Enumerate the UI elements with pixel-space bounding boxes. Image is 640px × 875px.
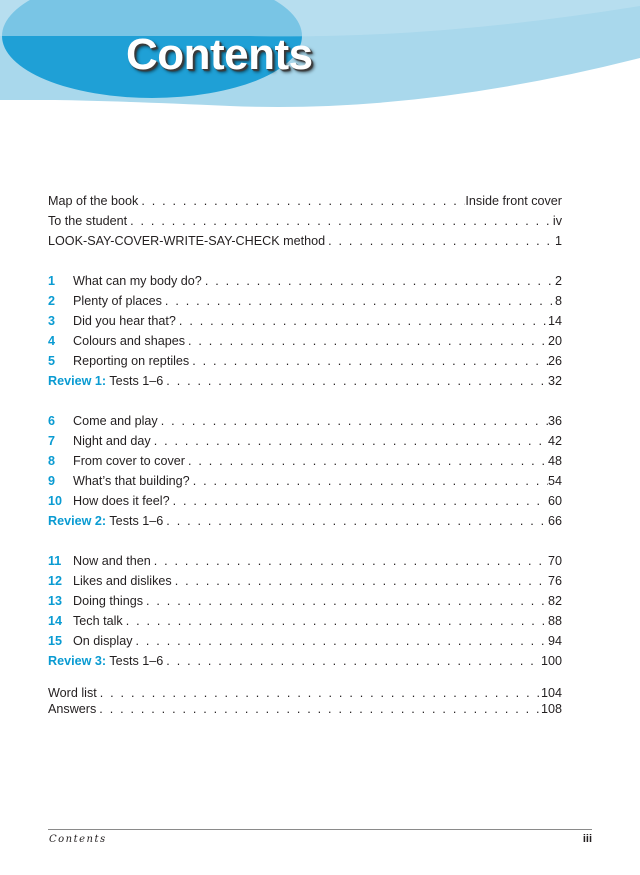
entry-page: 88 [547, 614, 562, 628]
entry-page: 108 [540, 702, 562, 716]
toc-unit-entry[interactable] [48, 334, 562, 354]
toc-unit-entry[interactable] [48, 634, 562, 654]
leader-dots [163, 374, 548, 388]
entry-page: 26 [547, 354, 562, 368]
leader-dots [185, 334, 548, 348]
entry-page: 32 [547, 374, 562, 388]
footer-divider [48, 829, 592, 830]
toc-unit-entry[interactable] [48, 594, 562, 614]
entry-label: Plenty of places [73, 294, 162, 308]
leader-dots [170, 494, 548, 508]
entry-label: LOOK-SAY-COVER-WRITE-SAY-CHECK method [48, 234, 326, 248]
unit-number: 14 [48, 614, 63, 628]
toc-unit-entry[interactable] [48, 454, 562, 474]
toc-entry[interactable] [48, 686, 562, 702]
entry-page: 70 [547, 554, 562, 568]
leader-dots [133, 634, 548, 648]
entry-label: What’s that building? [73, 474, 190, 488]
entry-label: How does it feel? [73, 494, 170, 508]
entry-label: What can my body do? [73, 274, 202, 288]
entry-page: Inside front cover [465, 194, 562, 208]
toc-unit-entry[interactable] [48, 474, 562, 494]
toc-entry[interactable] [48, 702, 562, 718]
toc-unit-entry[interactable] [48, 434, 562, 454]
toc-unit-entry[interactable] [48, 494, 562, 514]
entry-page: 8 [554, 294, 562, 308]
unit-number: 8 [48, 454, 56, 468]
leader-dots [190, 474, 548, 488]
leader-dots [172, 574, 548, 588]
entry-label: Word list [48, 686, 97, 700]
entry-page: 2 [554, 274, 562, 288]
leader-dots [97, 686, 541, 700]
entry-label: Did you hear that? [73, 314, 176, 328]
leader-dots [138, 194, 465, 208]
unit-number: 1 [48, 274, 56, 288]
entry-label: Doing things [73, 594, 144, 608]
entry-label: Colours and shapes [73, 334, 186, 348]
leader-dots [143, 594, 548, 608]
leader-dots [151, 434, 548, 448]
unit-number: 2 [48, 294, 56, 308]
toc-unit-entry[interactable] [48, 294, 562, 314]
spacer [48, 674, 562, 686]
entry-label: Night and day [73, 434, 151, 448]
entry-page: 66 [547, 514, 562, 528]
unit-number: 15 [48, 634, 63, 648]
entry-page: 1 [554, 234, 562, 248]
footer-section-label: Contents [49, 834, 107, 845]
review-label: Tests 1–6 [109, 514, 164, 528]
spacer [48, 394, 562, 414]
entry-label: Tech talk [73, 614, 123, 628]
review-label: Tests 1–6 [109, 374, 164, 388]
page-title: Contents [126, 30, 313, 79]
entry-label: Likes and dislikes [73, 574, 172, 588]
entry-label: Answers [48, 702, 97, 716]
toc-unit-entry[interactable] [48, 354, 562, 374]
leader-dots [185, 454, 548, 468]
unit-number: 7 [48, 434, 56, 448]
toc-unit-entry[interactable] [48, 614, 562, 634]
unit-number: 3 [48, 314, 56, 328]
entry-label: Come and play [73, 414, 158, 428]
toc-review-entry[interactable] [48, 514, 562, 534]
spacer [48, 254, 562, 274]
unit-number: 10 [48, 494, 63, 508]
toc-review-entry[interactable] [48, 374, 562, 394]
leader-dots [163, 654, 541, 668]
leader-dots [176, 314, 548, 328]
table-of-contents [48, 194, 562, 718]
entry-page: 36 [547, 414, 562, 428]
toc-entry[interactable] [48, 234, 562, 254]
leader-dots [96, 702, 541, 716]
header-banner [0, 0, 640, 150]
toc-entry[interactable] [48, 194, 562, 214]
banner-graphic [0, 0, 640, 150]
leader-dots [202, 274, 555, 288]
review-prefix: Review 3: [48, 654, 107, 668]
leader-dots [151, 554, 548, 568]
leader-dots [158, 414, 548, 428]
entry-label: On display [73, 634, 133, 648]
toc-entry[interactable] [48, 214, 562, 234]
unit-number: 11 [48, 554, 62, 568]
entry-label: From cover to cover [73, 454, 185, 468]
toc-review-entry[interactable] [48, 654, 562, 674]
entry-page: 100 [540, 654, 562, 668]
entry-page: iv [552, 214, 562, 228]
unit-number: 13 [48, 594, 63, 608]
page-number: iii [582, 833, 592, 845]
entry-page: 82 [547, 594, 562, 608]
entry-page: 14 [547, 314, 562, 328]
review-label: Tests 1–6 [109, 654, 164, 668]
leader-dots [123, 614, 548, 628]
entry-label: Map of the book [48, 194, 139, 208]
toc-unit-entry[interactable] [48, 314, 562, 334]
toc-unit-entry[interactable] [48, 414, 562, 434]
entry-page: 76 [547, 574, 562, 588]
unit-number: 4 [48, 334, 56, 348]
leader-dots [325, 234, 555, 248]
leader-dots [189, 354, 548, 368]
entry-label: To the student [48, 214, 128, 228]
toc-unit-entry[interactable] [48, 554, 562, 574]
review-prefix: Review 1: [48, 374, 107, 388]
entry-page: 104 [540, 686, 562, 700]
entry-page: 48 [547, 454, 562, 468]
leader-dots [163, 514, 548, 528]
unit-number: 9 [48, 474, 56, 488]
entry-page: 42 [547, 434, 562, 448]
entry-page: 54 [547, 474, 562, 488]
toc-unit-entry[interactable] [48, 274, 562, 294]
leader-dots [162, 294, 555, 308]
leader-dots [127, 214, 553, 228]
unit-number: 12 [48, 574, 63, 588]
review-prefix: Review 2: [48, 514, 107, 528]
entry-label: Now and then [73, 554, 151, 568]
spacer [48, 534, 562, 554]
entry-label: Reporting on reptiles [73, 354, 190, 368]
unit-number: 6 [48, 414, 56, 428]
unit-number: 5 [48, 354, 56, 368]
entry-page: 60 [547, 494, 562, 508]
toc-unit-entry[interactable] [48, 574, 562, 594]
entry-page: 94 [547, 634, 562, 648]
entry-page: 20 [547, 334, 562, 348]
